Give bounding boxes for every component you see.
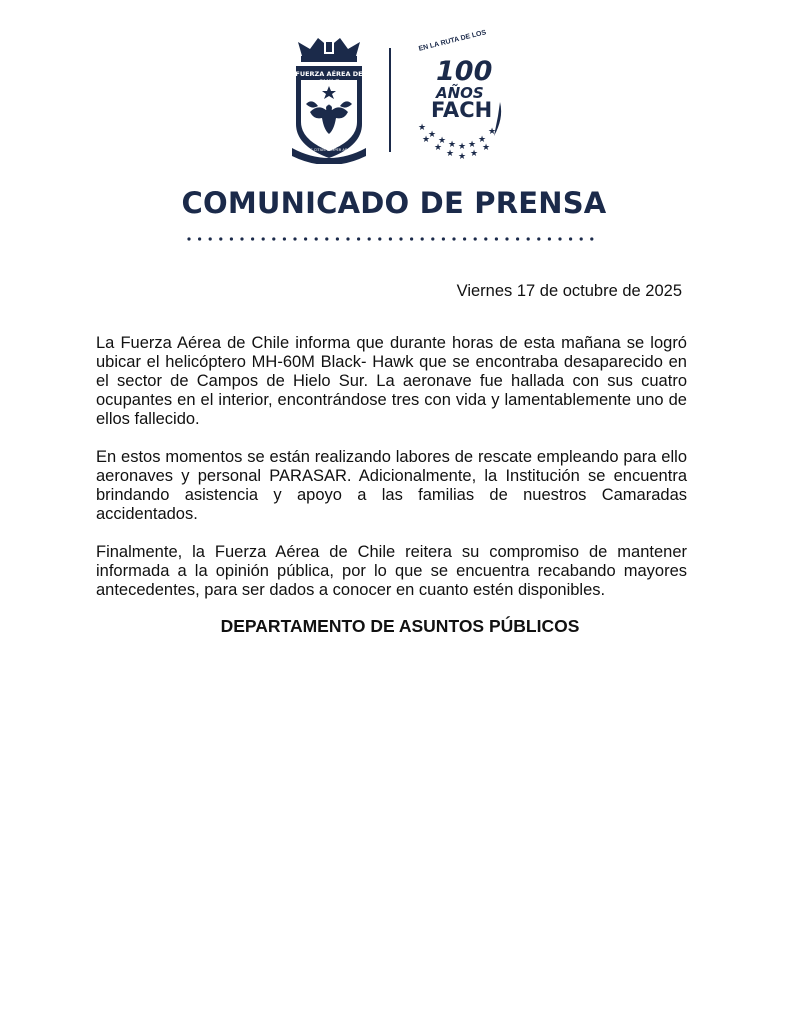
svg-text:★: ★	[478, 134, 487, 144]
separator-dot	[368, 237, 371, 240]
separator-dot	[251, 237, 254, 240]
separator-dot	[399, 237, 402, 240]
paragraph-1: La Fuerza Aérea de Chile informa que durante horas de esta mañana se logró ubicar el helicóptero MH-60M Black- Hawk que se encontraba desaparecido en el sector de Campos de Hielo Sur. La aeronave fue hallada con sus cuatro ocupantes en el interior, encontrándose tres con vida y lamentablemente uno de ellos fallecido.	[96, 334, 687, 428]
separator-dot	[283, 237, 286, 240]
svg-text:★: ★	[488, 126, 497, 136]
separator-dot	[431, 237, 434, 240]
separator-dot	[410, 237, 413, 240]
separator-dot	[452, 237, 455, 240]
separator-dot	[219, 237, 222, 240]
fach-crest-icon	[288, 34, 370, 164]
separator-dot	[304, 237, 307, 240]
svg-text:★: ★	[482, 142, 491, 152]
separator-dot	[389, 237, 392, 240]
svg-text:★: ★	[418, 122, 427, 132]
dotted-separator	[186, 236, 596, 242]
separator-dot	[442, 237, 445, 240]
anniv-number: 100	[436, 56, 493, 87]
separator-dot	[240, 237, 243, 240]
separator-dot	[474, 237, 477, 240]
separator-dot	[187, 237, 190, 240]
svg-text:★: ★	[438, 135, 447, 145]
separator-dot	[262, 237, 265, 240]
separator-dot	[516, 237, 519, 240]
letterhead	[0, 30, 788, 170]
crest-text: FUERZA AÉREA DE CHILE	[295, 70, 363, 86]
separator-dot	[569, 237, 572, 240]
paragraph-3: Finalmente, la Fuerza Aérea de Chile reitera su compromiso de mantener informada a la opinión pública, por lo que se encuentra recabando mayores antecedentes, para ser dados a conocer en cuanto estén disponibles.	[96, 543, 687, 599]
header-divider	[389, 48, 391, 152]
separator-dot	[463, 237, 466, 240]
body-text	[96, 334, 687, 619]
separator-dot	[590, 237, 593, 240]
crest-motto: ALTIUS CITIUS SEMPER AB ALTO	[300, 148, 358, 152]
svg-text:★: ★	[458, 151, 467, 161]
separator-dot	[198, 237, 201, 240]
separator-dot	[558, 237, 561, 240]
anniv-name: FACH	[431, 98, 493, 122]
svg-text:★: ★	[448, 139, 457, 149]
separator-dot	[527, 237, 530, 240]
separator-dot	[357, 237, 360, 240]
separator-dot	[505, 237, 508, 240]
svg-text:★: ★	[470, 148, 479, 158]
anniv-years: AÑOS	[436, 84, 484, 102]
separator-dot	[315, 237, 318, 240]
separator-dot	[230, 237, 233, 240]
separator-dot	[580, 237, 583, 240]
separator-dot	[209, 237, 212, 240]
separator-dot	[421, 237, 424, 240]
svg-text:★: ★	[428, 129, 437, 139]
separator-dot	[537, 237, 540, 240]
separator-dot	[293, 237, 296, 240]
separator-dot	[336, 237, 339, 240]
separator-dot	[325, 237, 328, 240]
separator-dot	[272, 237, 275, 240]
svg-text:★: ★	[422, 134, 431, 144]
separator-dot	[346, 237, 349, 240]
svg-text:★: ★	[458, 141, 467, 151]
release-date: Viernes 17 de octubre de 2025	[456, 282, 682, 300]
svg-text:★: ★	[434, 142, 443, 152]
press-release-title: COMUNICADO DE PRENSA	[181, 186, 607, 220]
svg-text:★: ★	[468, 139, 477, 149]
paragraph-2: En estos momentos se están realizando labores de rescate empleando para ello aeronaves y personal PARASAR. Adicionalmente, la Institución se encuentra brindando asistencia y apoyo a las familias de nuestros Camaradas accidentados.	[96, 448, 687, 523]
separator-dot	[495, 237, 498, 240]
signature-department: DEPARTAMENTO DE ASUNTOS PÚBLICOS	[220, 616, 580, 636]
svg-text:★: ★	[446, 148, 455, 158]
anniv-line1: EN LA RUTA DE LOS	[418, 29, 487, 53]
separator-dot	[484, 237, 487, 240]
separator-dot	[548, 237, 551, 240]
separator-dot	[378, 237, 381, 240]
